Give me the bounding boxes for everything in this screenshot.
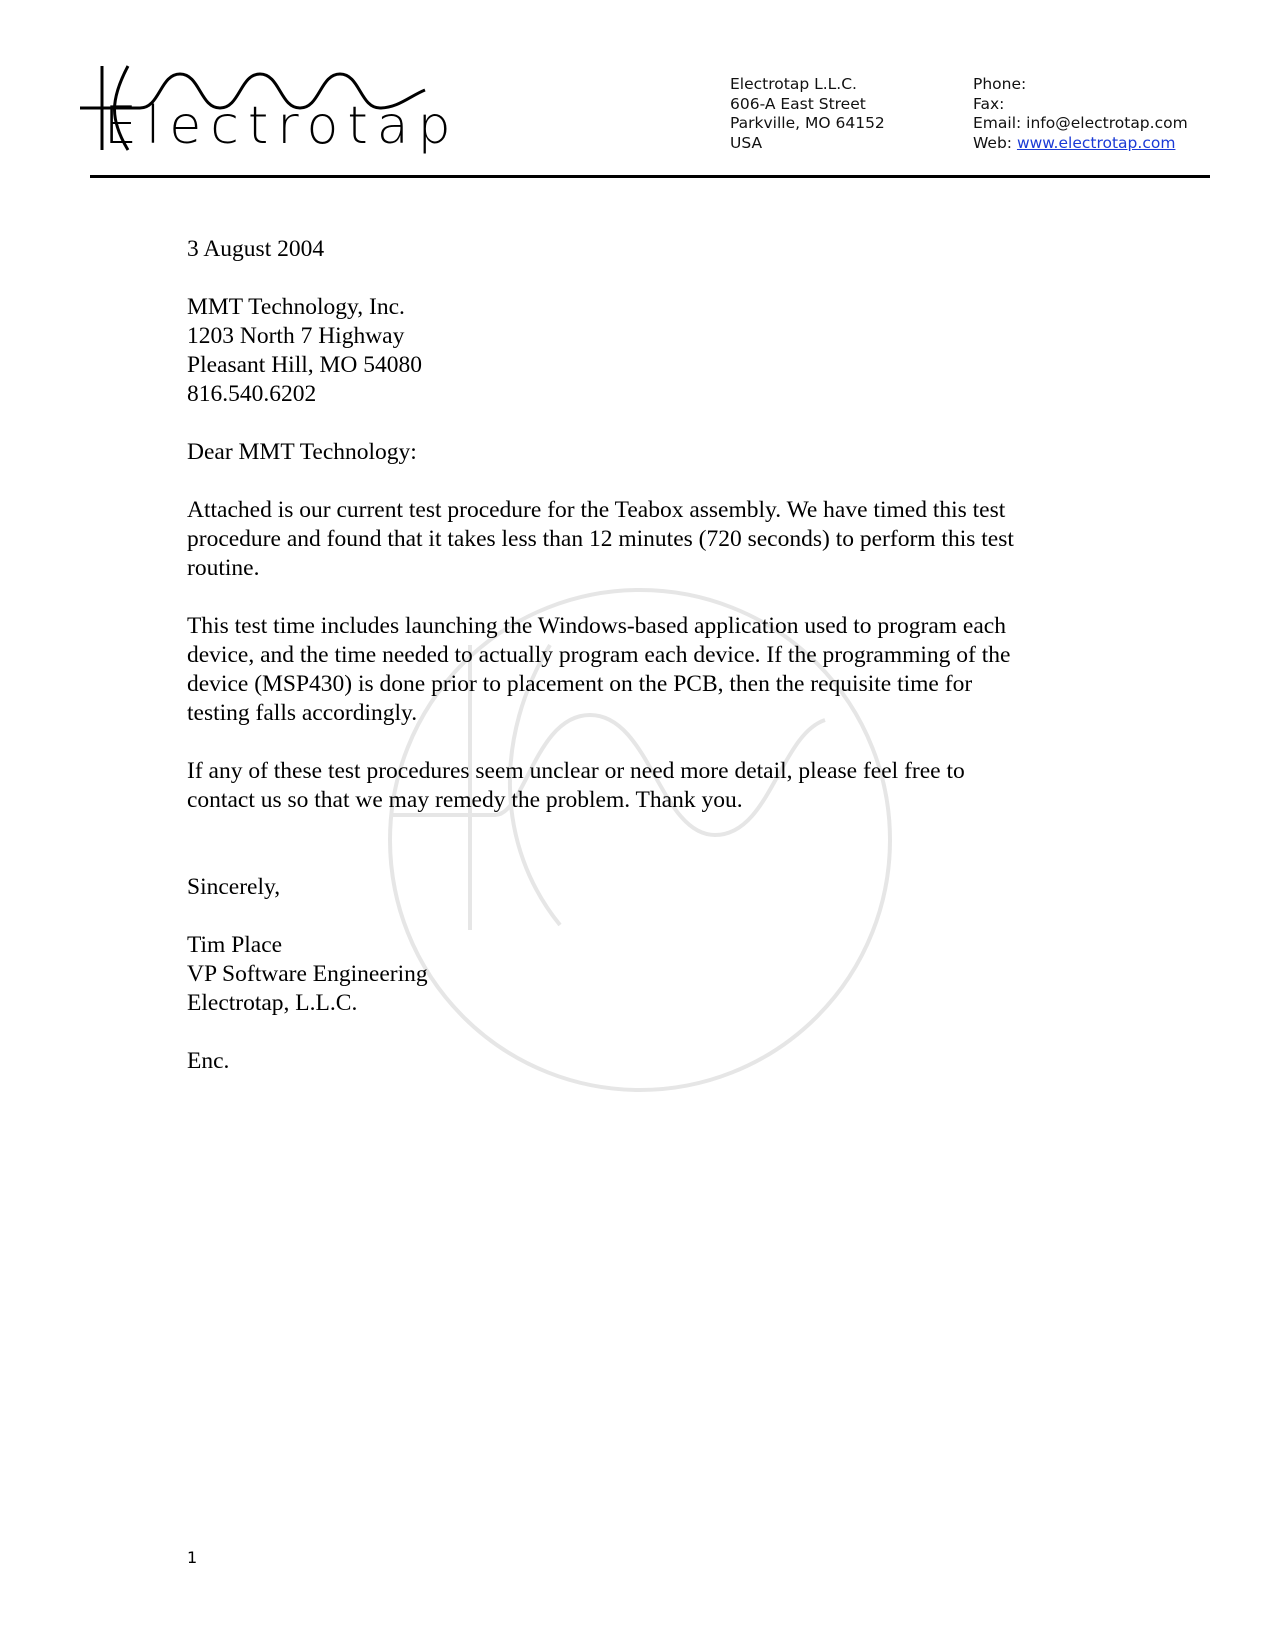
signer-title: VP Software Engineering	[187, 961, 428, 987]
paragraph-line: device (MSP430) is done prior to placement on the PCB, then the requisite time for	[187, 671, 973, 697]
signer-name: Tim Place	[187, 932, 283, 958]
salutation: Dear MMT Technology:	[187, 439, 417, 465]
signer-company: Electrotap, L.L.C.	[187, 990, 358, 1016]
page-number: 1	[187, 1548, 198, 1567]
recipient-line: MMT Technology, Inc.	[187, 294, 405, 320]
street-address: 606-A East Street	[730, 94, 866, 113]
fax-line	[973, 95, 1188, 115]
web-link[interactable]: www.electrotap.com	[1016, 133, 1176, 152]
recipient-line: 1203 North 7 Highway	[187, 323, 405, 349]
company-name: Electrotap L.L.C.	[730, 75, 857, 93]
email-label: Email:	[973, 114, 1022, 132]
web-line	[973, 134, 1188, 154]
recipient-line: 816.540.6202	[187, 381, 317, 407]
paragraph-line: procedure and found that it takes less than 12 minutes (720 seconds) to perform this test	[187, 526, 1014, 552]
paragraph-3	[187, 757, 1087, 815]
email-value: info@electrotap.com	[1026, 114, 1188, 132]
company-address	[730, 75, 885, 153]
fax-label: Fax:	[973, 94, 1005, 113]
paragraph-line: routine.	[187, 555, 260, 581]
enclosure-note: Enc.	[187, 1048, 230, 1074]
paragraph-line: contact us so that we may remedy the problem. Thank you.	[187, 787, 743, 813]
paragraph-line: Attached is our current test procedure for the Teabox assembly. We have timed this test	[187, 497, 1006, 523]
paragraph-line: device, and the time needed to actually program each device. If the programming of the	[187, 642, 1011, 668]
paragraph-2	[187, 612, 1087, 728]
header-divider	[90, 175, 1210, 178]
phone-line	[973, 75, 1188, 95]
recipient-line: Pleasant Hill, MO 54080	[187, 352, 422, 378]
closing: Sincerely,	[187, 874, 281, 900]
paragraph-line: If any of these test procedures seem unclear or need more detail, please feel free to	[187, 758, 965, 784]
recipient-address	[187, 293, 1087, 409]
letter-body	[187, 235, 1087, 1105]
company-contact	[973, 75, 1188, 153]
letter-date: 3 August 2004	[187, 236, 325, 262]
logo-wordmark: Electrotap	[104, 96, 460, 156]
email-line	[973, 114, 1188, 134]
electrotap-logo	[80, 60, 460, 170]
paragraph-line: testing falls accordingly.	[187, 700, 418, 726]
city-state-zip: Parkville, MO 64152	[730, 114, 885, 132]
country: USA	[730, 133, 763, 152]
paragraph-1	[187, 496, 1087, 583]
web-label: Web:	[973, 133, 1013, 152]
paragraph-line: This test time includes launching the Windows-based application used to program each	[187, 613, 1006, 639]
signature-block	[187, 931, 1087, 1018]
phone-label: Phone:	[973, 75, 1027, 93]
